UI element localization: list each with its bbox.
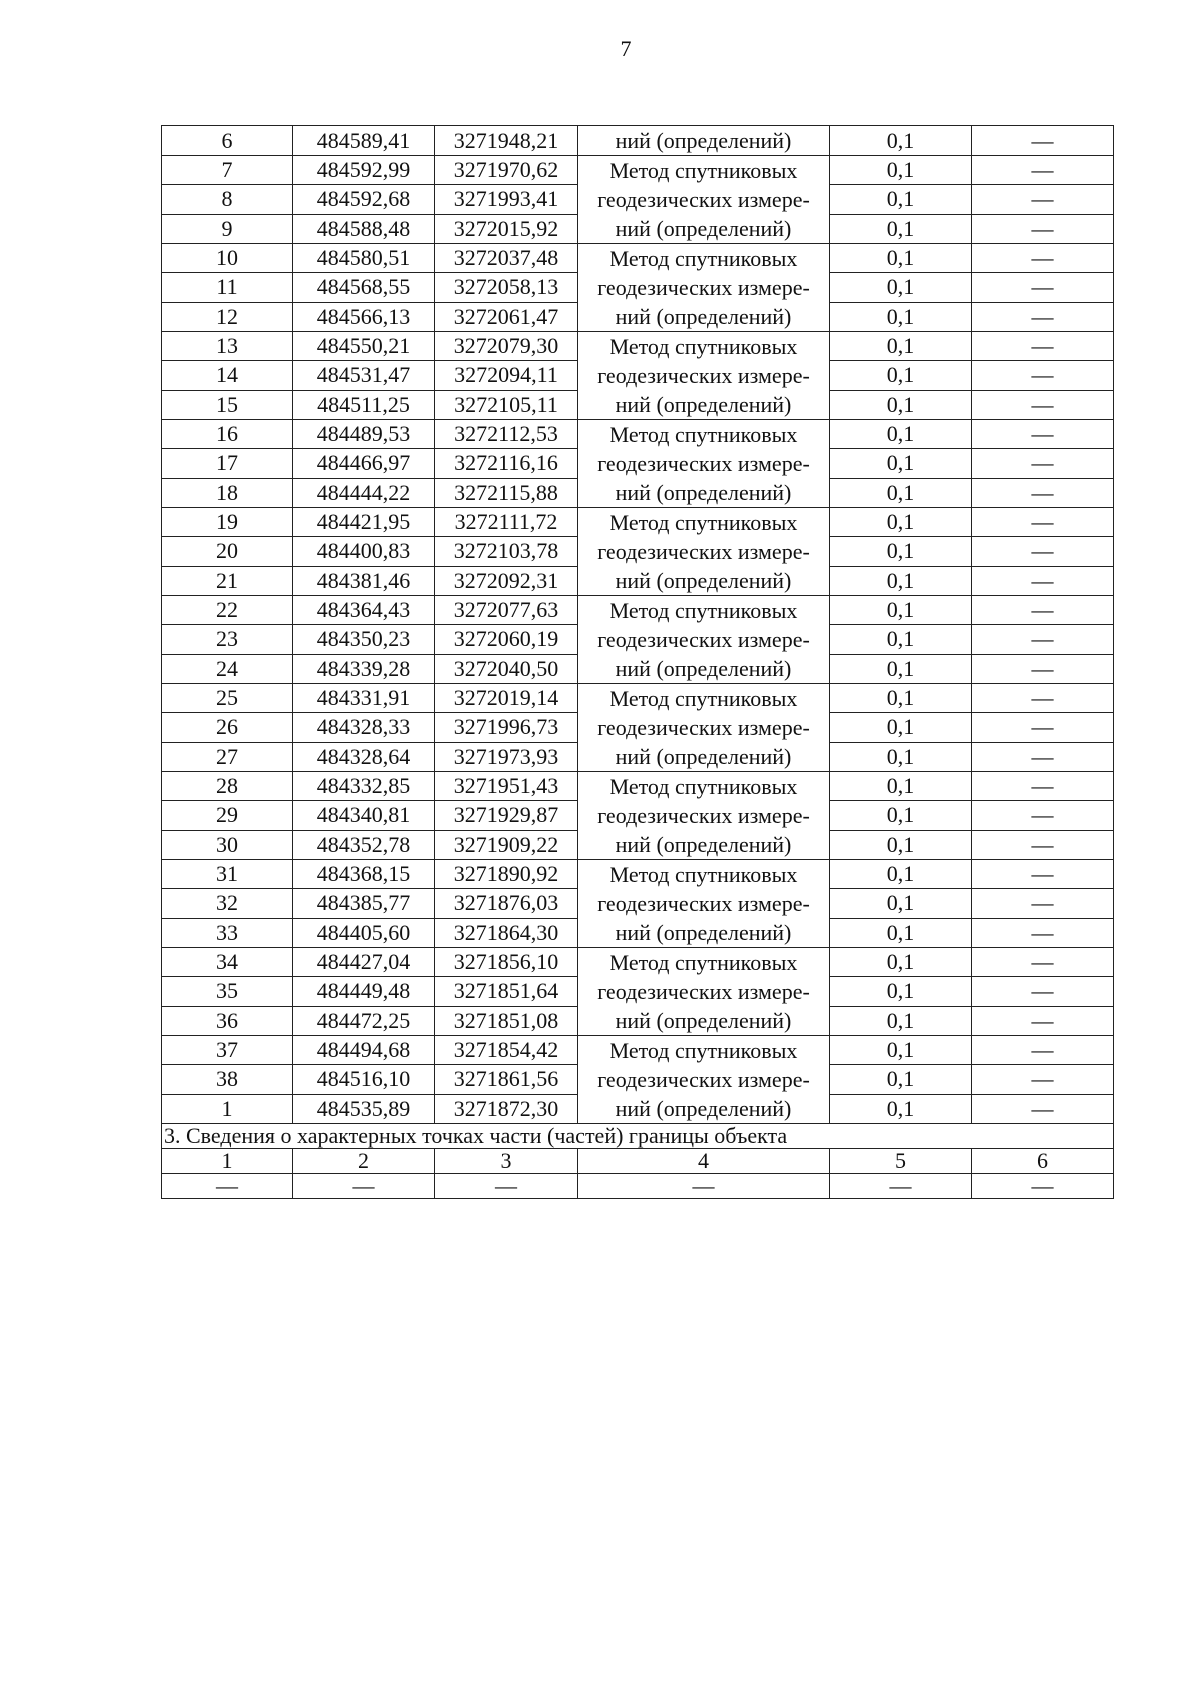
accuracy-cell: 0,1 — [830, 977, 972, 1006]
method-cell — [578, 244, 830, 332]
description-dash: — — [1031, 538, 1054, 564]
description-cell — [972, 185, 1114, 214]
x-coordinate-cell: 484516,10 — [293, 1065, 435, 1094]
point-number-cell: 18 — [162, 478, 293, 507]
accuracy-cell: 0,1 — [830, 625, 972, 654]
point-number-cell: 7 — [162, 156, 293, 185]
method-text-line: ний (определений) — [615, 480, 792, 505]
accuracy-cell: 0,1 — [830, 508, 972, 537]
description-dash: — — [1031, 509, 1054, 535]
description-dash: — — [1031, 919, 1054, 945]
empty-cell: — — [830, 1174, 972, 1199]
description-cell — [972, 713, 1114, 742]
y-coordinate-cell: 3271861,56 — [435, 1065, 578, 1094]
method-text-line: ний (определений) — [615, 392, 792, 417]
y-coordinate-cell: 3272112,53 — [435, 420, 578, 449]
section-3-title: 3. Сведения о характерных точках части (частей) границы объекта — [162, 1124, 1114, 1149]
method-text-line: ний (определений) — [615, 128, 792, 153]
description-dash: — — [1031, 245, 1054, 271]
method-cell — [578, 156, 830, 244]
description-dash: — — [1031, 127, 1054, 153]
x-coordinate-cell: 484400,83 — [293, 537, 435, 566]
y-coordinate-cell: 3271856,10 — [435, 948, 578, 977]
description-dash: — — [1031, 831, 1054, 857]
point-number-cell: 23 — [162, 625, 293, 654]
description-cell — [972, 654, 1114, 683]
point-number-cell: 27 — [162, 742, 293, 771]
point-number-cell: 24 — [162, 654, 293, 683]
method-text-line: Метод спутниковых — [609, 862, 798, 887]
empty-cell: — — [162, 1174, 293, 1199]
accuracy-cell: 0,1 — [830, 742, 972, 771]
description-dash: — — [1031, 655, 1054, 681]
description-cell — [972, 449, 1114, 478]
table-row — [162, 508, 1114, 537]
description-cell — [972, 273, 1114, 302]
accuracy-cell: 0,1 — [830, 302, 972, 331]
x-coordinate-cell: 484472,25 — [293, 1006, 435, 1035]
description-dash: — — [1031, 597, 1054, 623]
description-cell — [972, 1006, 1114, 1035]
method-text-line: ний (определений) — [615, 1008, 792, 1033]
column-number-cell: 2 — [293, 1149, 435, 1174]
accuracy-cell: 0,1 — [830, 948, 972, 977]
method-text-line: геодезических измере- — [597, 979, 810, 1004]
method-text-line: геодезических измере- — [597, 715, 810, 740]
y-coordinate-cell: 3271854,42 — [435, 1036, 578, 1065]
point-number-cell: 33 — [162, 918, 293, 947]
description-dash: — — [1031, 362, 1054, 388]
x-coordinate-cell: 484511,25 — [293, 390, 435, 419]
y-coordinate-cell: 3271851,64 — [435, 977, 578, 1006]
description-dash: — — [1031, 685, 1054, 711]
accuracy-cell: 0,1 — [830, 684, 972, 713]
x-coordinate-cell: 484427,04 — [293, 948, 435, 977]
description-cell — [972, 156, 1114, 185]
accuracy-cell: 0,1 — [830, 1094, 972, 1123]
point-number-cell: 32 — [162, 889, 293, 918]
accuracy-cell: 0,1 — [830, 654, 972, 683]
description-cell — [972, 742, 1114, 771]
description-dash: — — [1031, 333, 1054, 359]
point-number-cell: 26 — [162, 713, 293, 742]
description-dash: — — [1031, 714, 1054, 740]
point-number-cell: 20 — [162, 537, 293, 566]
y-coordinate-cell: 3272116,16 — [435, 449, 578, 478]
method-text-line: ний (определений) — [615, 1096, 792, 1121]
accuracy-cell: 0,1 — [830, 566, 972, 595]
column-number-cell: 3 — [435, 1149, 578, 1174]
description-dash: — — [1031, 157, 1054, 183]
method-cell — [578, 596, 830, 684]
x-coordinate-cell: 484364,43 — [293, 596, 435, 625]
x-coordinate-cell: 484385,77 — [293, 889, 435, 918]
description-dash: — — [1031, 861, 1054, 887]
method-text-line: геодезических измере- — [597, 891, 810, 916]
x-coordinate-cell: 484466,97 — [293, 449, 435, 478]
description-cell — [972, 684, 1114, 713]
point-number-cell: 31 — [162, 860, 293, 889]
point-number-cell: 17 — [162, 449, 293, 478]
method-text-line: Метод спутниковых — [609, 510, 798, 535]
accuracy-cell: 0,1 — [830, 126, 972, 156]
description-cell — [972, 332, 1114, 361]
column-number-cell: 6 — [972, 1149, 1114, 1174]
y-coordinate-cell: 3272103,78 — [435, 537, 578, 566]
accuracy-cell: 0,1 — [830, 1036, 972, 1065]
description-dash: — — [1031, 274, 1054, 300]
description-dash: — — [1031, 303, 1054, 329]
y-coordinate-cell: 3271929,87 — [435, 801, 578, 830]
accuracy-cell: 0,1 — [830, 830, 972, 859]
point-number-cell: 34 — [162, 948, 293, 977]
section-title-row — [162, 1124, 1114, 1149]
accuracy-cell: 0,1 — [830, 390, 972, 419]
y-coordinate-cell: 3272079,30 — [435, 332, 578, 361]
description-dash: — — [1031, 949, 1054, 975]
description-cell — [972, 126, 1114, 156]
y-coordinate-cell: 3272058,13 — [435, 273, 578, 302]
description-cell — [972, 772, 1114, 801]
table-row — [162, 1036, 1114, 1065]
accuracy-cell: 0,1 — [830, 918, 972, 947]
point-number-cell: 11 — [162, 273, 293, 302]
x-coordinate-cell: 484589,41 — [293, 126, 435, 156]
table-row — [162, 126, 1114, 156]
description-dash: — — [1031, 890, 1054, 916]
accuracy-cell: 0,1 — [830, 478, 972, 507]
method-text-line: ний (определений) — [615, 832, 792, 857]
method-text-line: Метод спутниковых — [609, 598, 798, 623]
x-coordinate-cell: 484531,47 — [293, 361, 435, 390]
accuracy-cell: 0,1 — [830, 772, 972, 801]
method-text-line: ний (определений) — [615, 568, 792, 593]
point-number-cell: 22 — [162, 596, 293, 625]
description-cell — [972, 361, 1114, 390]
empty-cell: — — [435, 1174, 578, 1199]
x-coordinate-cell: 484421,95 — [293, 508, 435, 537]
point-number-cell: 35 — [162, 977, 293, 1006]
point-number-cell: 8 — [162, 185, 293, 214]
accuracy-cell: 0,1 — [830, 156, 972, 185]
description-cell — [972, 566, 1114, 595]
accuracy-cell: 0,1 — [830, 449, 972, 478]
point-number-cell: 19 — [162, 508, 293, 537]
point-number-cell: 15 — [162, 390, 293, 419]
accuracy-cell: 0,1 — [830, 596, 972, 625]
table-row — [162, 596, 1114, 625]
empty-cell: — — [972, 1174, 1114, 1199]
point-number-cell: 10 — [162, 244, 293, 273]
description-cell — [972, 508, 1114, 537]
description-cell — [972, 1094, 1114, 1123]
y-coordinate-cell: 3271993,41 — [435, 185, 578, 214]
point-number-cell: 36 — [162, 1006, 293, 1035]
method-text-line: геодезических измере- — [597, 803, 810, 828]
method-text-line: Метод спутниковых — [609, 1038, 798, 1063]
x-coordinate-cell: 484381,46 — [293, 566, 435, 595]
x-coordinate-cell: 484535,89 — [293, 1094, 435, 1123]
x-coordinate-cell: 484328,33 — [293, 713, 435, 742]
method-text-line: ний (определений) — [615, 920, 792, 945]
description-dash: — — [1031, 1066, 1054, 1092]
method-cell — [578, 1036, 830, 1124]
method-cell — [578, 948, 830, 1036]
description-dash: — — [1031, 773, 1054, 799]
method-text-line: Метод спутниковых — [609, 334, 798, 359]
y-coordinate-cell: 3271970,62 — [435, 156, 578, 185]
empty-cell: — — [578, 1174, 830, 1199]
x-coordinate-cell: 484368,15 — [293, 860, 435, 889]
description-cell — [972, 478, 1114, 507]
x-coordinate-cell: 484489,53 — [293, 420, 435, 449]
accuracy-cell: 0,1 — [830, 537, 972, 566]
description-dash: — — [1031, 1037, 1054, 1063]
y-coordinate-cell: 3272077,63 — [435, 596, 578, 625]
page-number: 7 — [620, 36, 632, 61]
column-number-cell: 5 — [830, 1149, 972, 1174]
method-text-line: Метод спутниковых — [609, 686, 798, 711]
point-number-cell: 25 — [162, 684, 293, 713]
accuracy-cell: 0,1 — [830, 713, 972, 742]
x-coordinate-cell: 484566,13 — [293, 302, 435, 331]
y-coordinate-cell: 3271872,30 — [435, 1094, 578, 1123]
description-dash: — — [1031, 743, 1054, 769]
column-number-cell: 4 — [578, 1149, 830, 1174]
method-text-line: ний (определений) — [615, 304, 792, 329]
y-coordinate-cell: 3272040,50 — [435, 654, 578, 683]
method-text-line: геодезических измере- — [597, 627, 810, 652]
description-cell — [972, 596, 1114, 625]
method-text-line: геодезических измере- — [597, 451, 810, 476]
description-cell — [972, 860, 1114, 889]
y-coordinate-cell: 3271890,92 — [435, 860, 578, 889]
x-coordinate-cell: 484550,21 — [293, 332, 435, 361]
point-number-cell: 30 — [162, 830, 293, 859]
table-row — [162, 772, 1114, 801]
description-cell — [972, 537, 1114, 566]
y-coordinate-cell: 3271951,43 — [435, 772, 578, 801]
table-row — [162, 156, 1114, 185]
accuracy-cell: 0,1 — [830, 273, 972, 302]
description-dash: — — [1031, 626, 1054, 652]
point-number-cell: 38 — [162, 1065, 293, 1094]
y-coordinate-cell: 3272037,48 — [435, 244, 578, 273]
point-number-cell: 21 — [162, 566, 293, 595]
accuracy-cell: 0,1 — [830, 361, 972, 390]
y-coordinate-cell: 3271851,08 — [435, 1006, 578, 1035]
point-number-cell: 29 — [162, 801, 293, 830]
table-row — [162, 684, 1114, 713]
method-text-line: геодезических измере- — [597, 539, 810, 564]
y-coordinate-cell: 3272105,11 — [435, 390, 578, 419]
description-cell — [972, 889, 1114, 918]
method-text-line: геодезических измере- — [597, 187, 810, 212]
method-text-line: Метод спутниковых — [609, 950, 798, 975]
method-text-line: Метод спутниковых — [609, 774, 798, 799]
description-cell — [972, 918, 1114, 947]
accuracy-cell: 0,1 — [830, 332, 972, 361]
table-row — [162, 332, 1114, 361]
point-number-cell: 1 — [162, 1094, 293, 1123]
description-cell — [972, 244, 1114, 273]
method-cell — [578, 684, 830, 772]
method-text-line: геодезических измере- — [597, 363, 810, 388]
y-coordinate-cell: 3272115,88 — [435, 478, 578, 507]
description-cell — [972, 390, 1114, 419]
description-dash: — — [1031, 215, 1054, 241]
point-number-cell: 14 — [162, 361, 293, 390]
method-text-line: Метод спутниковых — [609, 246, 798, 271]
table-row — [162, 244, 1114, 273]
method-cell — [578, 332, 830, 420]
point-number-cell: 37 — [162, 1036, 293, 1065]
description-cell — [972, 977, 1114, 1006]
x-coordinate-cell: 484494,68 — [293, 1036, 435, 1065]
method-text-line: геодезических измере- — [597, 1067, 810, 1092]
method-text-line: ний (определений) — [615, 216, 792, 241]
y-coordinate-cell: 3271864,30 — [435, 918, 578, 947]
y-coordinate-cell: 3271909,22 — [435, 830, 578, 859]
description-dash: — — [1031, 1007, 1054, 1033]
y-coordinate-cell: 3272019,14 — [435, 684, 578, 713]
y-coordinate-cell: 3272092,31 — [435, 566, 578, 595]
point-number-cell: 16 — [162, 420, 293, 449]
method-cell — [578, 508, 830, 596]
accuracy-cell: 0,1 — [830, 420, 972, 449]
point-number-cell: 12 — [162, 302, 293, 331]
accuracy-cell: 0,1 — [830, 860, 972, 889]
description-dash: — — [1031, 567, 1054, 593]
y-coordinate-cell: 3272060,19 — [435, 625, 578, 654]
y-coordinate-cell: 3272061,47 — [435, 302, 578, 331]
x-coordinate-cell: 484405,60 — [293, 918, 435, 947]
y-coordinate-cell: 3271948,21 — [435, 126, 578, 156]
description-cell — [972, 302, 1114, 331]
method-text-line: геодезических измере- — [597, 275, 810, 300]
description-dash: — — [1031, 421, 1054, 447]
y-coordinate-cell: 3271973,93 — [435, 742, 578, 771]
description-dash: — — [1031, 479, 1054, 505]
empty-cell: — — [293, 1174, 435, 1199]
y-coordinate-cell: 3272111,72 — [435, 508, 578, 537]
method-cell — [578, 420, 830, 508]
accuracy-cell: 0,1 — [830, 889, 972, 918]
description-cell — [972, 1036, 1114, 1065]
x-coordinate-cell: 484331,91 — [293, 684, 435, 713]
method-cell — [578, 772, 830, 860]
column-number-cell: 1 — [162, 1149, 293, 1174]
coordinates-table — [161, 125, 1114, 1199]
accuracy-cell: 0,1 — [830, 1065, 972, 1094]
x-coordinate-cell: 484568,55 — [293, 273, 435, 302]
description-dash: — — [1031, 450, 1054, 476]
point-number-cell: 13 — [162, 332, 293, 361]
x-coordinate-cell: 484339,28 — [293, 654, 435, 683]
x-coordinate-cell: 484592,68 — [293, 185, 435, 214]
description-cell — [972, 420, 1114, 449]
method-text-line: Метод спутниковых — [609, 422, 798, 447]
description-dash: — — [1031, 186, 1054, 212]
description-dash: — — [1031, 978, 1054, 1004]
description-dash: — — [1031, 391, 1054, 417]
accuracy-cell: 0,1 — [830, 801, 972, 830]
y-coordinate-cell: 3271876,03 — [435, 889, 578, 918]
table-row — [162, 420, 1114, 449]
y-coordinate-cell: 3271996,73 — [435, 713, 578, 742]
x-coordinate-cell: 484350,23 — [293, 625, 435, 654]
x-coordinate-cell: 484340,81 — [293, 801, 435, 830]
x-coordinate-cell: 484332,85 — [293, 772, 435, 801]
x-coordinate-cell: 484449,48 — [293, 977, 435, 1006]
x-coordinate-cell: 484352,78 — [293, 830, 435, 859]
description-dash: — — [1031, 802, 1054, 828]
accuracy-cell: 0,1 — [830, 185, 972, 214]
point-number-cell: 9 — [162, 214, 293, 243]
x-coordinate-cell: 484588,48 — [293, 214, 435, 243]
description-cell — [972, 948, 1114, 977]
x-coordinate-cell: 484444,22 — [293, 478, 435, 507]
y-coordinate-cell: 3272094,11 — [435, 361, 578, 390]
x-coordinate-cell: 484592,99 — [293, 156, 435, 185]
x-coordinate-cell: 484580,51 — [293, 244, 435, 273]
description-cell — [972, 801, 1114, 830]
accuracy-cell: 0,1 — [830, 214, 972, 243]
table-row — [162, 860, 1114, 889]
description-cell — [972, 214, 1114, 243]
column-number-row — [162, 1149, 1114, 1174]
y-coordinate-cell: 3272015,92 — [435, 214, 578, 243]
method-text-line: Метод спутниковых — [609, 158, 798, 183]
description-dash: — — [1031, 1095, 1054, 1121]
point-number-cell: 6 — [162, 126, 293, 156]
accuracy-cell: 0,1 — [830, 1006, 972, 1035]
description-cell — [972, 1065, 1114, 1094]
method-text-line: ний (определений) — [615, 744, 792, 769]
description-cell — [972, 830, 1114, 859]
empty-row — [162, 1174, 1114, 1199]
x-coordinate-cell: 484328,64 — [293, 742, 435, 771]
method-text-line: ний (определений) — [615, 656, 792, 681]
accuracy-cell: 0,1 — [830, 244, 972, 273]
point-number-cell: 28 — [162, 772, 293, 801]
table-row — [162, 948, 1114, 977]
description-cell — [972, 625, 1114, 654]
method-cell — [578, 860, 830, 948]
method-cell — [578, 126, 830, 156]
